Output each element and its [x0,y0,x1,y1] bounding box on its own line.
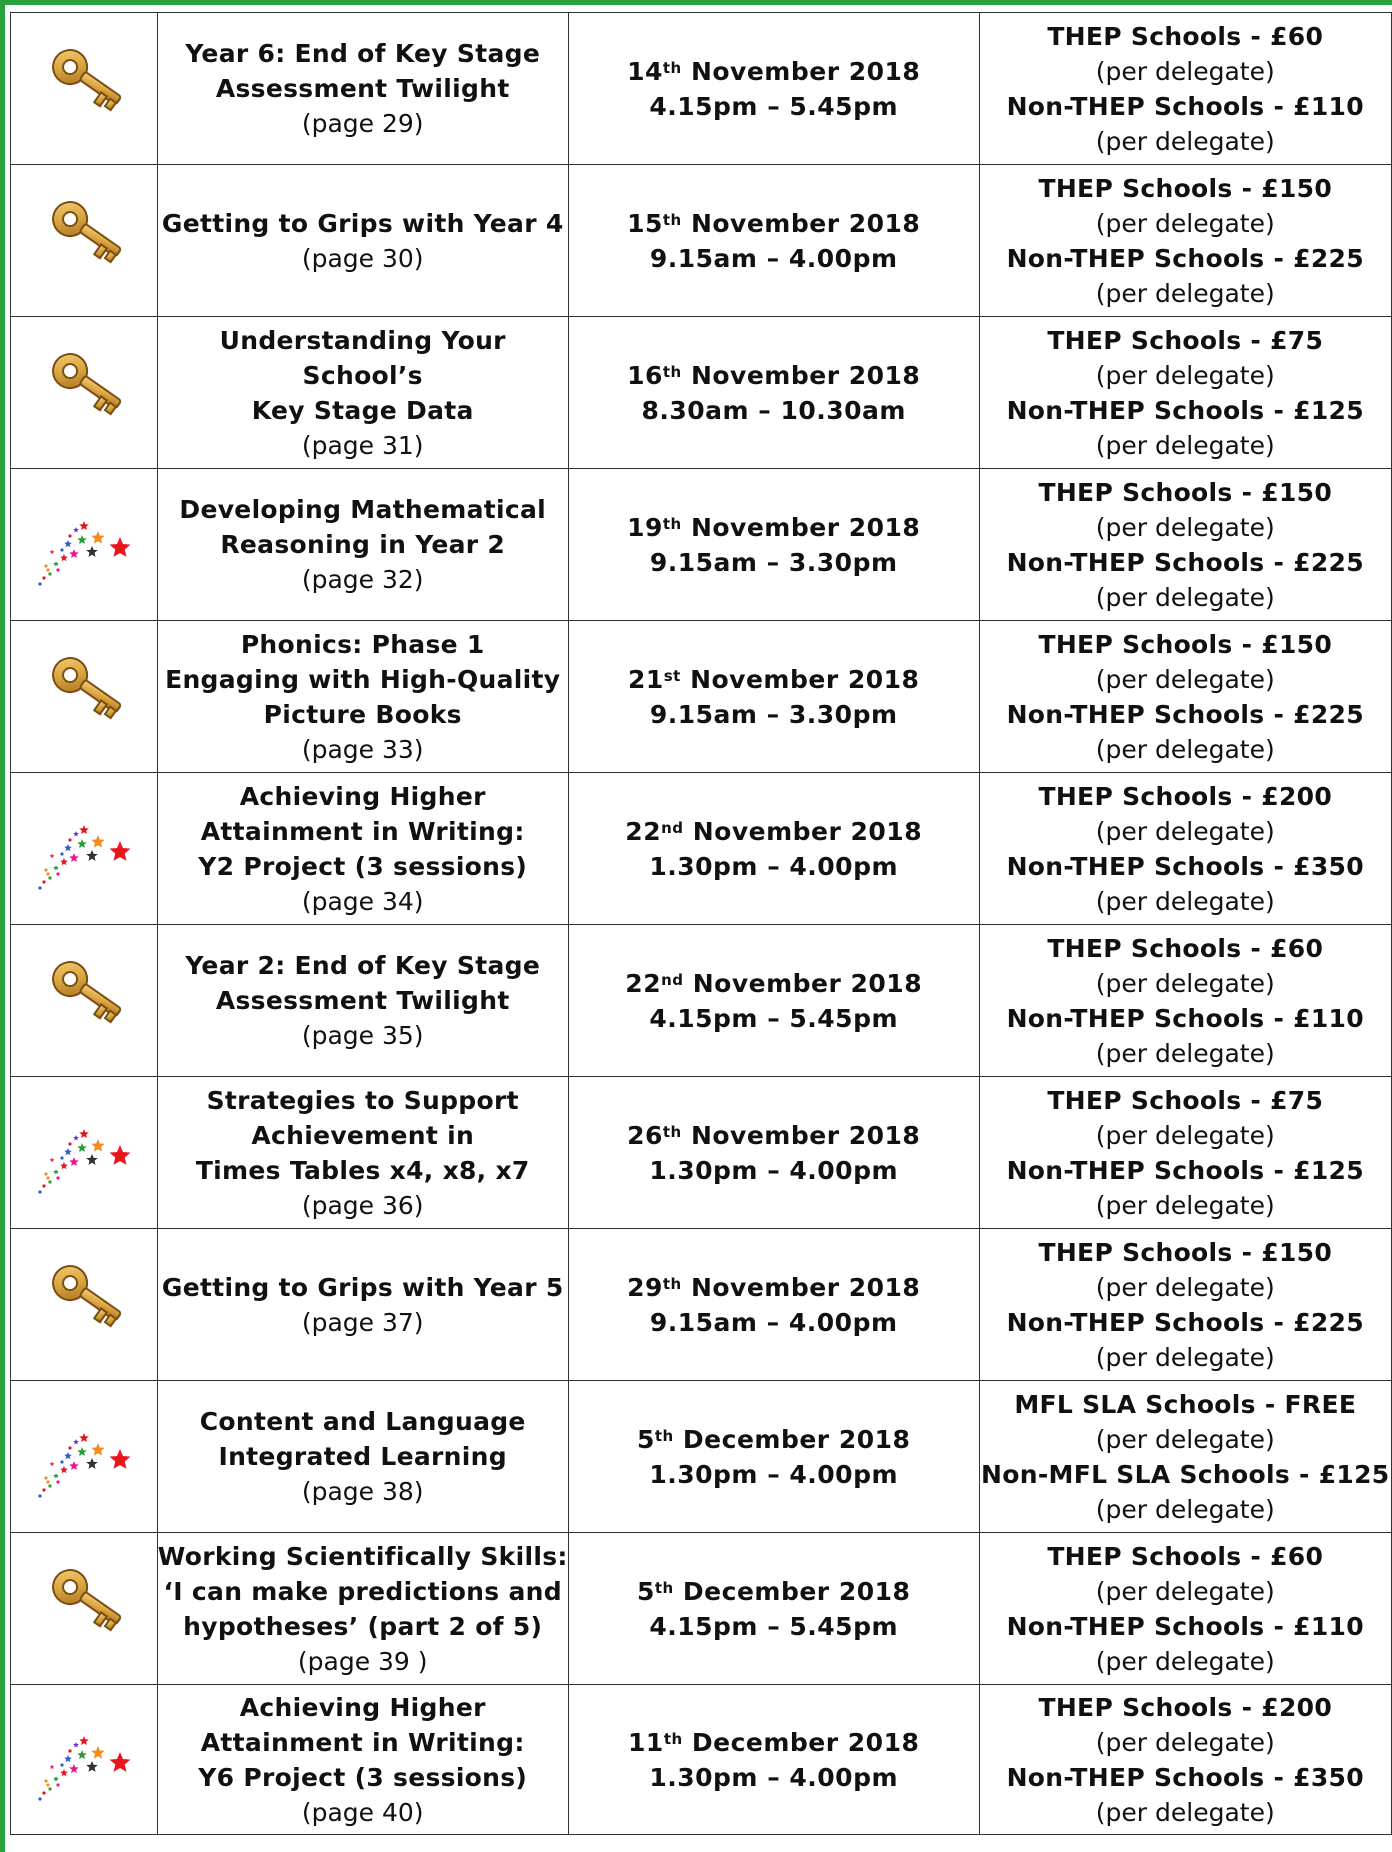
key-icon [38,1265,130,1345]
non-member-price: Non-THEP Schools - £110 [1006,1003,1364,1033]
icon-cell [11,1077,158,1229]
icon-cell [11,13,158,165]
non-member-price: Non-THEP Schools - £225 [1006,243,1364,273]
member-price-note: (per delegate) [1095,816,1275,846]
course-date: 14th November 2018 [627,56,921,86]
member-price-note: (per delegate) [1095,968,1275,998]
course-price-cell [979,469,1391,621]
course-date-cell [568,773,979,925]
course-title: Phonics: Phase 1 Engaging with High-Quality Picture Books [165,629,561,729]
key-icon [38,961,130,1041]
table-row [11,1685,1392,1835]
non-member-price-note: (per delegate) [1095,734,1275,764]
course-time: 4.15pm – 5.45pm [649,1003,899,1033]
table-row [11,469,1392,621]
page-reference: (page 33) [301,734,424,764]
course-price-cell [979,1685,1391,1835]
course-title: Working Scientifically Skills: ‘I can make predictions and hypotheses’ (part 2 of 5) [157,1541,568,1641]
table-row [11,1381,1392,1533]
non-member-price: Non-MFL SLA Schools - £125 [981,1459,1390,1489]
icon-cell [11,469,158,621]
course-title-cell [157,1077,568,1229]
course-title-cell [157,13,568,165]
course-time: 9.15am – 3.30pm [649,547,898,577]
shooting-stars-icon [34,1412,134,1502]
member-price: THEP Schools - £150 [1038,173,1333,203]
table-row [11,1229,1392,1381]
course-title: Strategies to Support Achievement in Times Tables x4, x8, x7 [195,1085,530,1185]
course-price-cell [979,1077,1391,1229]
table-row [11,165,1392,317]
member-price-note: (per delegate) [1095,360,1275,390]
member-price: THEP Schools - £60 [1047,933,1324,963]
table-row [11,925,1392,1077]
non-member-price: Non-THEP Schools - £125 [1006,1155,1364,1185]
course-date-cell [568,1229,979,1381]
page-reference: (page 40) [301,1797,424,1827]
table-row [11,621,1392,773]
course-price-cell [979,621,1391,773]
course-date: 5th December 2018 [636,1424,911,1454]
key-icon [38,657,130,737]
course-time: 8.30am – 10.30am [641,395,906,425]
course-price-cell [979,1533,1391,1685]
icon-cell [11,773,158,925]
course-title-cell [157,1533,568,1685]
member-price: THEP Schools - £150 [1038,477,1333,507]
shooting-stars-icon [34,804,134,894]
icon-cell [11,1381,158,1533]
non-member-price: Non-THEP Schools - £225 [1006,1307,1364,1337]
non-member-price-note: (per delegate) [1095,430,1275,460]
non-member-price-note: (per delegate) [1095,126,1275,156]
course-price-cell [979,13,1391,165]
course-price-cell [979,925,1391,1077]
course-date-cell [568,317,979,469]
member-price-note: (per delegate) [1095,1272,1275,1302]
non-member-price-note: (per delegate) [1095,1494,1275,1524]
non-member-price-note: (per delegate) [1095,1342,1275,1372]
table-row [11,773,1392,925]
course-title: Getting to Grips with Year 4 [161,208,564,238]
page-reference: (page 35) [301,1021,424,1050]
member-price: THEP Schools - £75 [1047,1085,1324,1115]
course-date-cell [568,165,979,317]
course-date-cell [568,13,979,165]
non-member-price-note: (per delegate) [1095,886,1275,916]
member-price: THEP Schools - £75 [1047,325,1324,355]
member-price-note: (per delegate) [1095,1120,1275,1150]
course-date: 19th November 2018 [627,512,921,542]
course-time: 9.15am – 4.00pm [649,1307,898,1337]
course-time: 9.15am – 4.00pm [649,243,898,273]
non-member-price: Non-THEP Schools - £110 [1006,91,1364,121]
member-price: THEP Schools - £150 [1038,629,1333,659]
course-time: 1.30pm – 4.00pm [649,1459,899,1489]
course-date: 29th November 2018 [627,1272,921,1302]
shooting-stars-icon [34,1108,134,1198]
non-member-price-note: (per delegate) [1095,582,1275,612]
course-time: 9.15am – 3.30pm [649,699,898,729]
course-date-cell [568,621,979,773]
member-price-note: (per delegate) [1095,664,1275,694]
non-member-price-note: (per delegate) [1095,1797,1275,1827]
page-reference: (page 37) [301,1307,424,1337]
course-price-cell [979,165,1391,317]
table-row [11,1077,1392,1229]
course-date: 11th December 2018 [628,1727,920,1757]
course-schedule-table [10,12,1392,1835]
course-date-cell [568,1381,979,1533]
member-price: THEP Schools - £200 [1038,781,1333,811]
course-date: 15th November 2018 [627,208,921,238]
course-date-cell [568,1533,979,1685]
course-title: Getting to Grips with Year 5 [161,1272,564,1302]
course-title-cell [157,925,568,1077]
key-icon [38,1569,130,1649]
course-date: 16th November 2018 [627,360,921,390]
member-price: THEP Schools - £150 [1038,1237,1333,1267]
course-time: 1.30pm – 4.00pm [649,851,899,881]
icon-cell [11,1533,158,1685]
table-row [11,1533,1392,1685]
course-title-cell [157,1685,568,1835]
non-member-price-note: (per delegate) [1095,1038,1275,1068]
course-date: 22nd November 2018 [625,816,923,846]
non-member-price-note: (per delegate) [1095,278,1275,308]
table-row [11,317,1392,469]
course-time: 4.15pm – 5.45pm [649,91,899,121]
non-member-price-note: (per delegate) [1095,1646,1275,1676]
member-price-note: (per delegate) [1095,56,1275,86]
key-icon [38,201,130,281]
course-title-cell [157,469,568,621]
course-title-cell [157,773,568,925]
non-member-price: Non-THEP Schools - £350 [1006,1762,1364,1792]
course-price-cell [979,317,1391,469]
non-member-price-note: (per delegate) [1095,1190,1275,1220]
non-member-price: Non-THEP Schools - £125 [1006,395,1364,425]
member-price-note: (per delegate) [1095,1727,1275,1757]
course-title-cell [157,317,568,469]
course-date: 26th November 2018 [627,1120,921,1150]
page-reference: (page 39 ) [297,1646,428,1676]
course-date: 22nd November 2018 [625,968,923,998]
member-price: THEP Schools - £60 [1047,21,1324,51]
key-icon [38,49,130,129]
page-reference: (page 32) [301,565,424,594]
non-member-price: Non-THEP Schools - £110 [1006,1611,1364,1641]
course-time: 4.15pm – 5.45pm [649,1611,899,1641]
icon-cell [11,925,158,1077]
course-title: Content and Language Integrated Learning [199,1407,526,1471]
course-title: Developing Mathematical Reasoning in Year 2 [179,495,547,559]
course-date-cell [568,925,979,1077]
page-reference: (page 30) [301,243,424,273]
member-price-note: (per delegate) [1095,512,1275,542]
member-price: MFL SLA Schools - FREE [1014,1389,1357,1419]
course-date-cell [568,1685,979,1835]
course-title: Year 6: End of Key Stage Assessment Twilight [185,39,541,103]
member-price: THEP Schools - £60 [1047,1541,1324,1571]
non-member-price: Non-THEP Schools - £350 [1006,851,1364,881]
shooting-stars-icon [34,500,134,590]
page-reference: (page 29) [301,109,424,138]
course-price-cell [979,773,1391,925]
course-title: Achieving Higher Attainment in Writing: Y6 Project (3 sessions) [198,1692,528,1792]
course-date: 5th December 2018 [636,1576,911,1606]
non-member-price: Non-THEP Schools - £225 [1006,547,1364,577]
icon-cell [11,165,158,317]
member-price-note: (per delegate) [1095,1576,1275,1606]
non-member-price: Non-THEP Schools - £225 [1006,699,1364,729]
course-title-cell [157,1381,568,1533]
icon-cell [11,621,158,773]
key-icon [38,353,130,433]
course-time: 1.30pm – 4.00pm [649,1155,899,1185]
page-reference: (page 31) [301,430,424,460]
shooting-stars-icon [34,1715,134,1805]
table-row [11,13,1392,165]
course-title-cell [157,1229,568,1381]
course-time: 1.30pm – 4.00pm [649,1762,899,1792]
course-date-cell [568,1077,979,1229]
member-price-note: (per delegate) [1095,1424,1275,1454]
course-price-cell [979,1381,1391,1533]
course-date-cell [568,469,979,621]
member-price: THEP Schools - £200 [1038,1692,1333,1722]
icon-cell [11,1685,158,1835]
page-reference: (page 36) [301,1190,424,1220]
icon-cell [11,317,158,469]
course-price-cell [979,1229,1391,1381]
course-title-cell [157,165,568,317]
icon-cell [11,1229,158,1381]
course-title: Achieving Higher Attainment in Writing: Y2 Project (3 sessions) [198,781,528,881]
course-title: Understanding Your School’s Key Stage Data [219,325,506,425]
member-price-note: (per delegate) [1095,208,1275,238]
page-reference: (page 38) [301,1477,424,1506]
course-title-cell [157,621,568,773]
page-reference: (page 34) [301,886,424,916]
course-date: 21st November 2018 [627,664,920,694]
course-title: Year 2: End of Key Stage Assessment Twilight [185,951,541,1015]
